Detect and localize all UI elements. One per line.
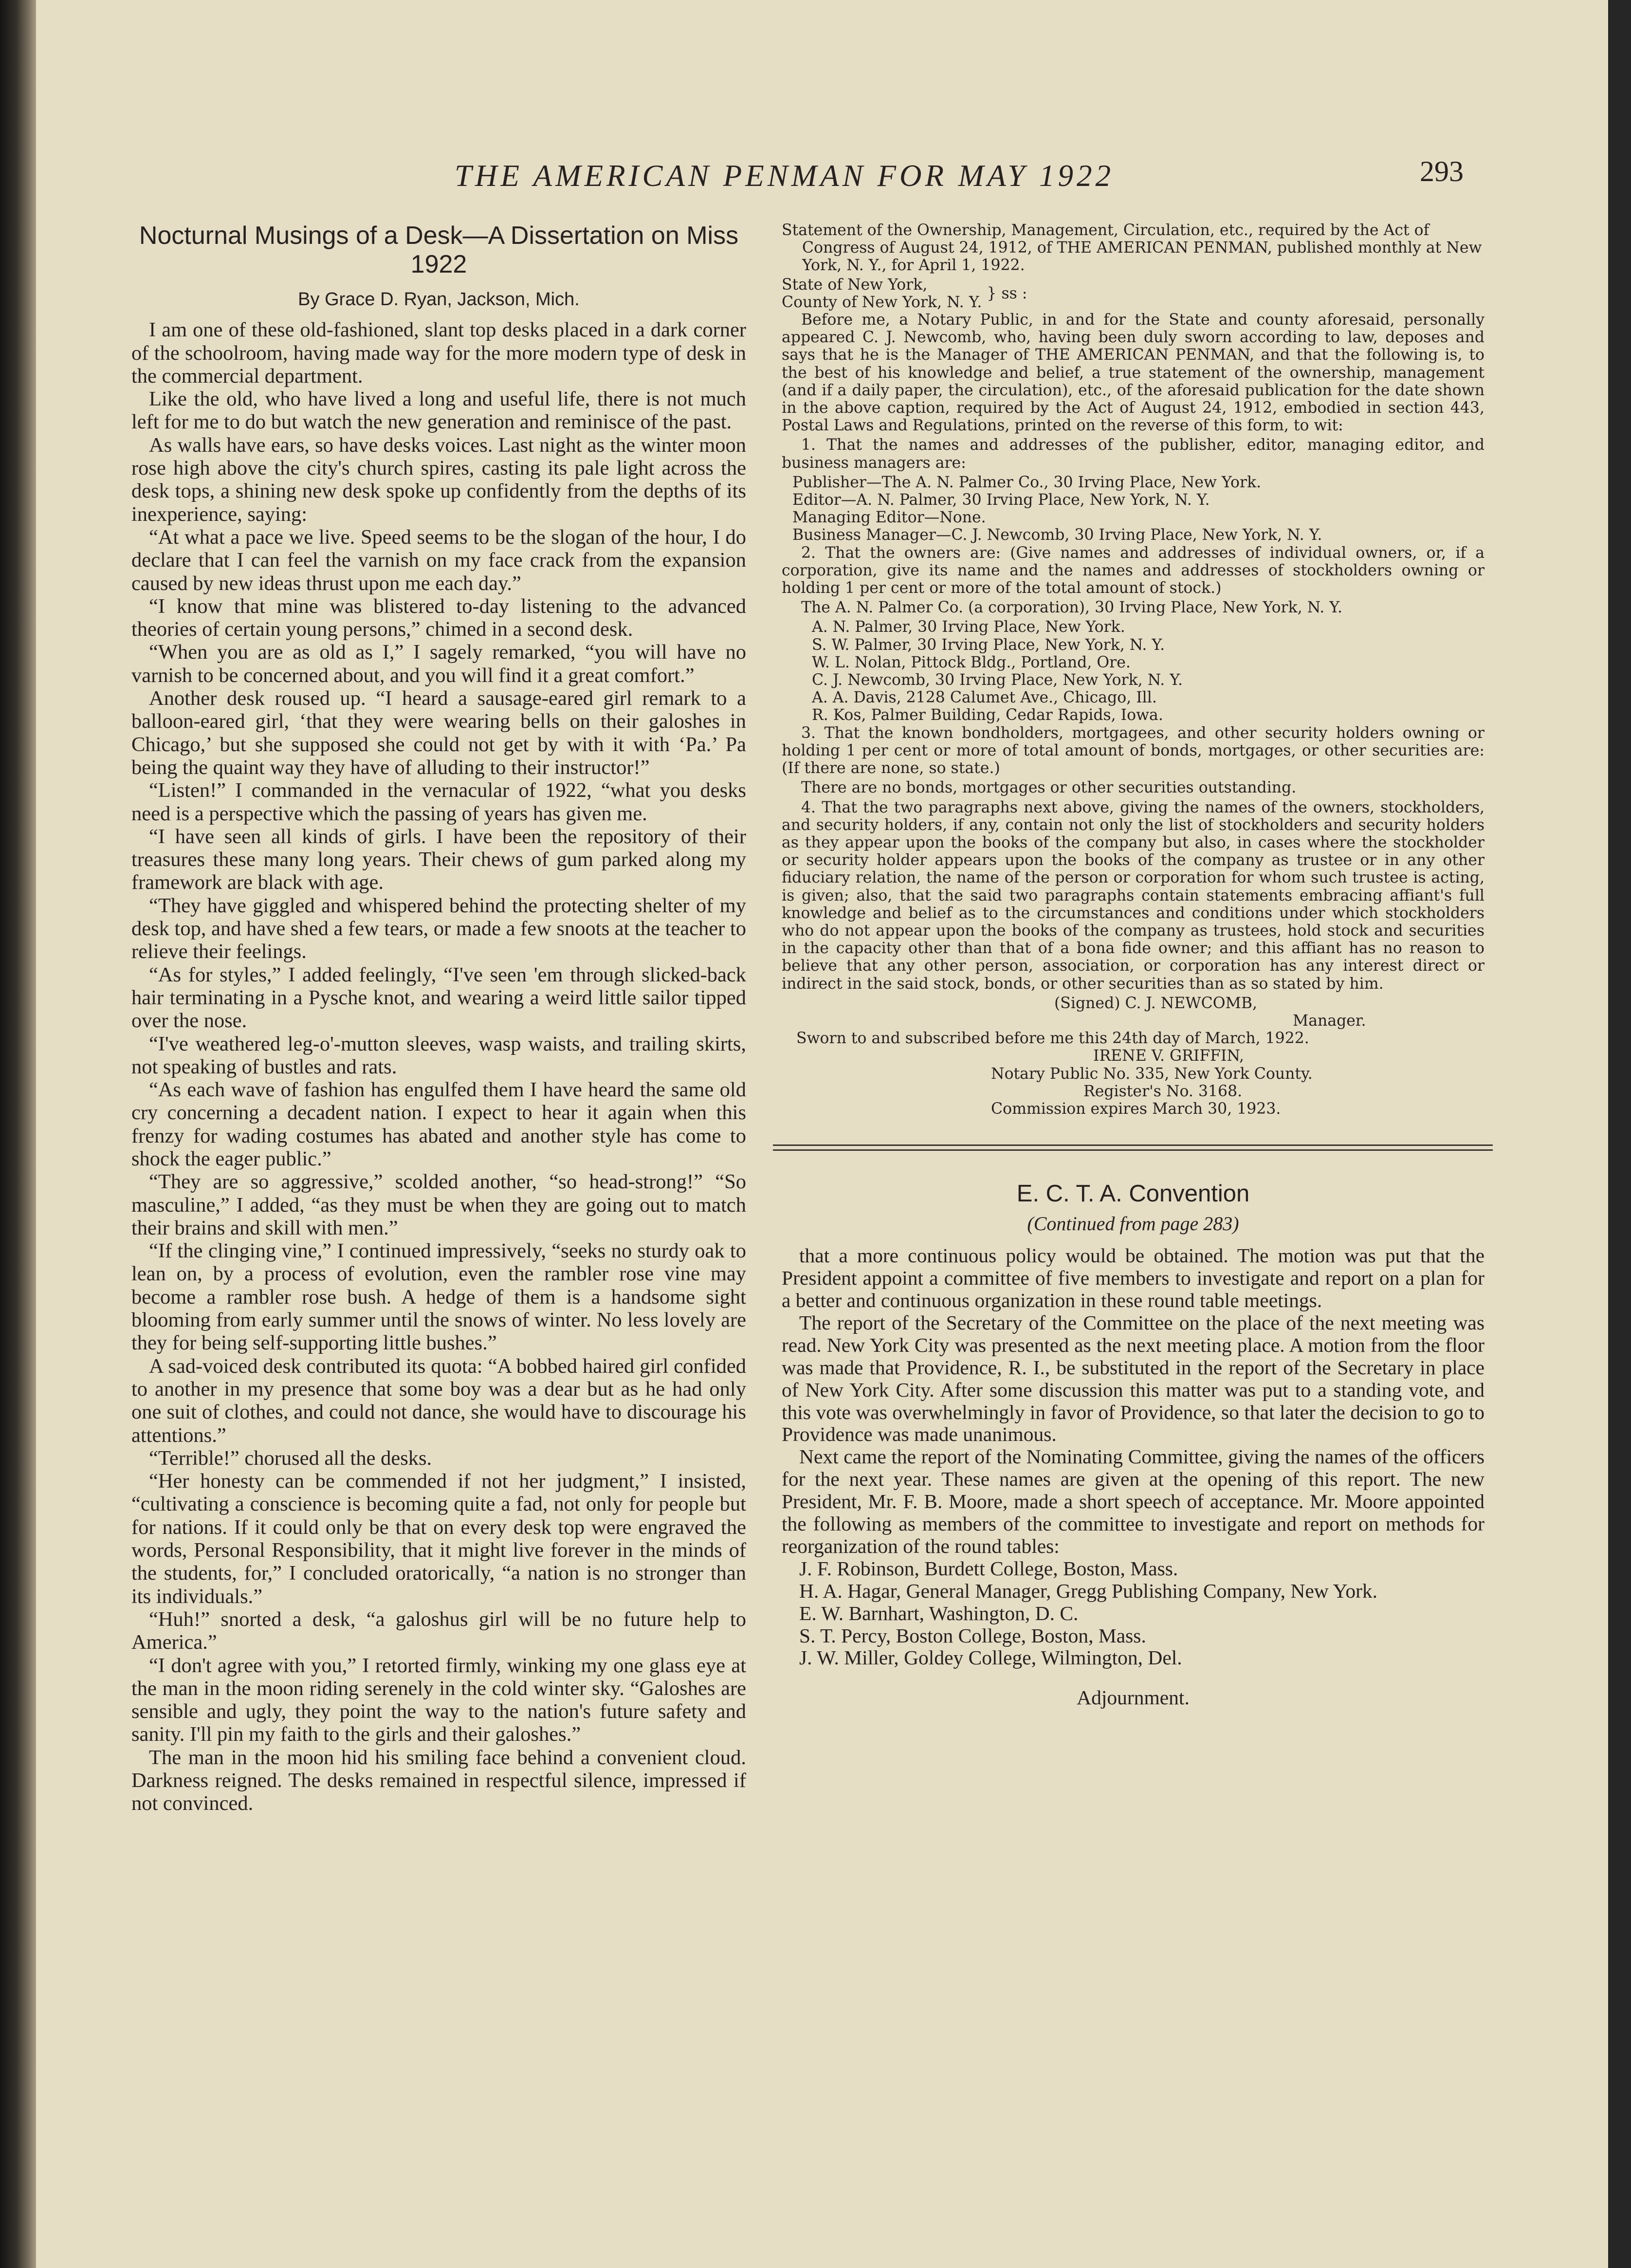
owner-entry: W. L. Nolan, Pittock Bldg., Portland, Ore.: [812, 653, 1131, 671]
signature-title: Manager.: [1293, 1012, 1366, 1030]
ecta-paragraph: Next came the report of the Nominating Committee, giving the names of the officers for the next year. These names are given at the opening of this report. The new President, Mr. F. B. Moore, made a short speech of acceptance. Mr. Moore appointed the following as members of the committee to investigate and report on methods for reorganization of the round tables:: [782, 1445, 1484, 1557]
article-paragraph: “I don't agree with you,” I retorted firmly, winking my one glass eye at the man in the moon riding serenely in the cold winter sky. “Galoshes are sensible and ugly, they point the way to the nation's future safety and sanity. I'll pin my faith to the girls and their galoshes.”: [131, 1654, 746, 1746]
running-title: THE AMERICAN PENMAN FOR MAY 1922: [455, 159, 1115, 193]
ecta-paragraph: that a more continuous policy would be obtained. The motion was put that the President appoint a committee of five members to investigate and report on a plan for a better and continuous organization in these round table meetings.: [782, 1244, 1484, 1311]
ecta-paragraph: The report of the Secretary of the Committee on the place of the next meeting was read. New York City was presented as the next meeting place. A motion from the floor was made that Providence, R. I., be substituted in the report of the Secretary in place of New York City. After some discussion this matter was put to a standing vote, and this vote was overwhelmingly in favor of Providence, so that later the decision to go to Providence was made unanimous.: [782, 1311, 1484, 1446]
item-1-list: [782, 474, 1484, 544]
article-paragraph: Like the old, who have lived a long and useful life, there is not much left for me to do but watch the new generation and reminisce of the past.: [131, 387, 746, 434]
owner-entry: A. N. Palmer, 30 Irving Place, New York.: [812, 618, 1125, 636]
notary-line: Notary Public No. 335, New York County.: [991, 1065, 1313, 1083]
article-paragraph: “I've weathered leg-o'-mutton sleeves, wasp waists, and trailing skirts, not speaking of bustles and rats.: [131, 1032, 746, 1078]
section-divider-bottom: [773, 1149, 1493, 1151]
article-byline: By Grace D. Ryan, Jackson, Mich.: [298, 289, 580, 310]
ecta-members-list: [782, 1558, 1484, 1670]
ecta-article: [782, 1245, 1484, 1709]
notary-name: IRENE V. GRIFFIN,: [1093, 1047, 1245, 1065]
article-paragraph: “At what a pace we live. Speed seems to be the slogan of the hour, I do declare that I can feel the varnish on my face crack from the expansion caused by new ideas thrust upon me each day.”: [131, 525, 746, 595]
commission-expiry: Commission expires March 30, 1923.: [991, 1100, 1281, 1118]
statement-intro: Statement of the Ownership, Management, Circulation, etc., required by the Act of Congress of August 24, 1912, of THE AMERICAN PENMAN, published monthly at New York, N. Y., for April 1, 1922.: [782, 221, 1482, 275]
left-column: [131, 221, 746, 1815]
article-paragraph: As walls have ears, so have desks voices. Last night as the winter moon rose high above the city's church spires, casting its pale light across the desk tops, a shining new desk spoke up confidently from the depths of its inexperience, saying:: [131, 433, 746, 526]
committee-member: S. T. Percy, Boston College, Boston, Mass.: [799, 1624, 1146, 1647]
article-paragraph: Another desk roused up. “I heard a sausage-eared girl remark to a balloon-eared girl, ‘that they were wearing bells on their galoshes in Chicago,’ but she supposed she could not get by with it with ‘Pa.’ Pa being the quaint way they have of alluding to their instructor!”: [131, 687, 746, 779]
book-spine-shadow: [0, 0, 36, 2268]
item-1-entry: Managing Editor—None.: [792, 509, 986, 527]
statement-venue: [782, 276, 1484, 311]
article-paragraph: “When you are as old as I,” I sagely remarked, “you will have no varnish to be concerned about, and you will find it a great comfort.”: [131, 641, 746, 687]
committee-member: J. W. Miller, Goldey College, Wilmington, Del.: [799, 1646, 1182, 1669]
article-paragraph: “Huh!” snorted a desk, “a galoshus girl will be no future help to America.”: [131, 1607, 746, 1654]
owner-entry: S. W. Palmer, 30 Irving Place, New York, N. Y.: [812, 636, 1165, 654]
article-paragraph: “If the clinging vine,” I continued impressively, “seeks no sturdy oak to lean on, by a process of evolution, even the rambler rose vine may become a rambler rose bush. A hedge of them is a handsome sight blooming from early summer until the snows of winter. No less lovely are they for being self-supporting little bushes.”: [131, 1239, 746, 1355]
item-1-entry: Editor—A. N. Palmer, 30 Irving Place, New York, N. Y.: [792, 491, 1210, 509]
article-paragraph: I am one of these old-fashioned, slant top desks placed in a dark corner of the schoolroom, having made way for the more modern type of desk in the commercial department.: [131, 318, 746, 387]
committee-member: H. A. Hagar, General Manager, Gregg Publishing Company, New York.: [799, 1579, 1378, 1602]
article-body: [131, 318, 746, 1815]
statement-item-3: 3. That the known bondholders, mortgagees, and other security holders owning or holding 1 per cent or more of total amount of bonds, mortgages, or other securities are: (If there are none, so state.): [782, 724, 1484, 777]
right-column: [782, 221, 1484, 1709]
statement-item-2-corporation: The A. N. Palmer Co. (a corporation), 30 Irving Place, New York, N. Y.: [801, 599, 1343, 617]
venue-ss: } ss :: [987, 284, 1027, 302]
magazine-page: [36, 0, 1608, 2268]
article-paragraph: “They have giggled and whispered behind the protecting shelter of my desk top, and have shed a few tears, or made a few snoots at the teacher to relieve their feelings.: [131, 894, 746, 963]
statement-item-4: 4. That the two paragraphs next above, giving the names of the owners, stockholders, and security holders, if any, contain not only the list of stockholders and security holders as they appear upon the books of the company but also, in cases where the stockholder or security holder appears upon the books of the company as trustee or in any other fiduciary relation, the name of the person or corporation for whom such trustee is acting, is given; also, that the said two paragraphs contain statements embracing affiant's full knowledge and belief as to the circumstances and conditions under which stockholders who do not appear upon the books of the company as trustees, hold stock and securities in the capacity other than that of a bona fide owner; and this affiant has no reason to believe that any other person, association, or corporation has any interest direct or indirect in the said stock, bonds, or other securities than as so stated by him.: [782, 798, 1484, 993]
committee-member: J. F. Robinson, Burdett College, Boston, Mass.: [799, 1557, 1178, 1580]
article-paragraph: “I have seen all kinds of girls. I have been the repository of their treasures these many long years. Their chews of gum parked along my framework are black with age.: [131, 825, 746, 894]
signature-line: (Signed) C. J. NEWCOMB,: [1054, 994, 1257, 1012]
ecta-title: E. C. T. A. Convention: [1016, 1180, 1250, 1207]
page-number: 293: [1420, 155, 1464, 187]
owners-list: [782, 618, 1484, 724]
ecta-closing: Adjournment.: [1077, 1686, 1190, 1709]
ecta-continued-note: (Continued from page 283): [1027, 1213, 1239, 1235]
owner-entry: C. J. Newcomb, 30 Irving Place, New York, N. Y.: [812, 671, 1183, 689]
statement-item-1: 1. That the names and addresses of the publisher, editor, managing editor, and business managers are:: [782, 436, 1484, 472]
owner-entry: A. A. Davis, 2128 Calumet Ave., Chicago, Ill.: [812, 689, 1157, 707]
venue-state: State of New York,: [782, 276, 928, 294]
article-paragraph: A sad-voiced desk contributed its quota: “A bobbed haired girl confided to another in my presence that some boy was a dear but as he had only one suit of clothes, and could not dance, she would have to discourage his attentions.”: [131, 1354, 746, 1447]
article-title: Nocturnal Musings of a Desk—A Dissertation on Miss 1922: [139, 221, 739, 278]
page-edge-shadow: [1608, 0, 1631, 2268]
committee-member: E. W. Barnhart, Washington, D. C.: [799, 1602, 1079, 1624]
register-number: Register's No. 3168.: [1083, 1082, 1243, 1100]
article-paragraph: “I know that mine was blistered to-day listening to the advanced theories of certain young persons,” chimed in a second desk.: [131, 594, 746, 641]
statement-item-2: 2. That the owners are: (Give names and addresses of individual owners, or, if a corporation, give its name and the names and addresses of stockholders owning or holding 1 per cent or more of the total amount of stock.): [782, 544, 1484, 597]
article-paragraph: “Listen!” I commanded in the vernacular of 1922, “what you desks need is a perspective which the passing of years has given me.: [131, 779, 746, 825]
sworn-line: Sworn to and subscribed before me this 24th day of March, 1922.: [796, 1030, 1309, 1048]
article-paragraph: “Terrible!” chorused all the desks.: [149, 1446, 432, 1470]
statement-item-3-answer: There are no bonds, mortgages or other securities outstanding.: [801, 779, 1297, 797]
article-paragraph: The man in the moon hid his smiling face behind a convenient cloud. Darkness reigned. The desks remained in respectful silence, impressed if not convinced.: [131, 1746, 746, 1815]
venue-county: County of New York, N. Y.: [782, 293, 982, 311]
ecta-body: [782, 1245, 1484, 1558]
statement-affidavit: Before me, a Notary Public, in and for the State and county aforesaid, personally appeared C. J. Newcomb, who, having been duly sworn according to law, deposes and says that he is the Manager of THE AMERICAN PENMAN, and that the following is, to the best of his knowledge and belief, a true statement of the ownership, management (and if a daily paper, the circulation), etc., of the aforesaid publication for the date shown in the above caption, required by the Act of August 24, 1912, embodied in section 443, Postal Laws and Regulations, printed on the reverse of this form, to wit:: [782, 311, 1484, 435]
article-paragraph: “They are so aggressive,” scolded another, “so head-strong!” “So masculine,” I added, “as they must be when they are going out to match their brains and skill with men.”: [131, 1170, 746, 1239]
ownership-statement: [782, 221, 1484, 1118]
running-title-year: 1922: [1039, 159, 1115, 193]
article-paragraph: “Her honesty can be commended if not her judgment,” I insisted, “cultivating a conscience is becoming quite a fad, not only for people but for nations. If it could only be that on every desk top were engraved the words, Personal Responsibility, that it might live forever in the minds of the students, for,” I concluded oratorically, “a nation is no stronger than its individuals.”: [131, 1470, 746, 1608]
article-paragraph: “As each wave of fashion has engulfed them I have heard the same old cry concerning a decadent nation. I expect to hear it again when this frenzy for wading costumes has abated and another style has come to shock the eager public.”: [131, 1078, 746, 1170]
item-1-entry: Business Manager—C. J. Newcomb, 30 Irving Place, New York, N. Y.: [792, 526, 1322, 544]
section-divider-top: [773, 1144, 1493, 1146]
item-1-entry: Publisher—The A. N. Palmer Co., 30 Irving Place, New York.: [792, 473, 1262, 491]
owner-entry: R. Kos, Palmer Building, Cedar Rapids, Iowa.: [812, 706, 1163, 724]
article-paragraph: “As for styles,” I added feelingly, “I've seen 'em through slicked-back hair terminating in a Pysche knot, and wearing a weird little sailor tipped over the nose.: [131, 963, 746, 1033]
